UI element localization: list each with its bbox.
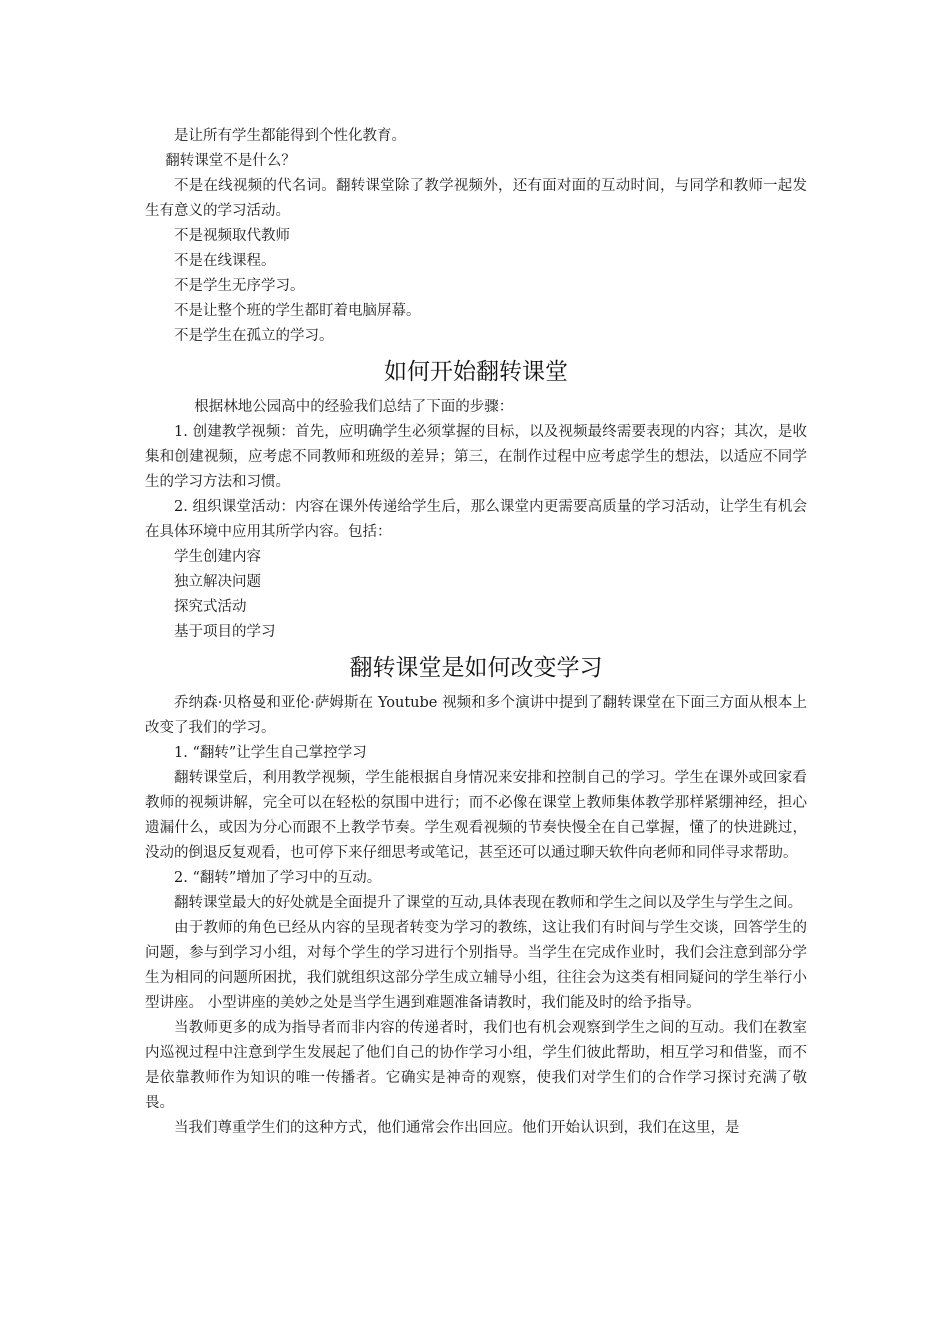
paragraph: 是让所有学生都能得到个性化教育。 [174,128,406,144]
document-body [145,124,807,1141]
list-item: 独立解决问题 [174,574,261,590]
paragraph: 当我们尊重学生们的这种方式，他们通常会作出回应。他们开始认识到，我们在这里，是 [174,1120,740,1136]
paragraph: 不是在线视频的代名词。翻转课堂除了教学视频外，还有面对面的互动时间，与同学和教师一起发生有意义的学习活动。 [145,178,807,219]
paragraph-question: 翻转课堂不是什么？ [165,153,296,169]
paragraph: 根据林地公园高中的经验我们总结了下面的步骤： [194,399,514,415]
list-item: 探究式活动 [174,599,247,615]
paragraph-step-1: 1. 创建教学视频：首先，应明确学生必须掌握的目标，以及视频最终需要表现的内容；其次，是收集和创建视频，应考虑不同教师和班级的差异；第三，在制作过程中应考虑学生的想法，以适应不同学生的学习方法和习惯。 [145,424,807,490]
list-item: 不是学生在孤立的学习。 [174,328,334,344]
paragraph-point-1: 1. “翻转”让学生自己掌控学习 [174,745,367,761]
paragraph: 由于教师的角色已经从内容的呈现者转变为学习的教练，这让我们有时间与学生交谈，回答学生的问题，参与到学习小组，对每个学生的学习进行个别指导。当学生在完成作业时，我们会注意到部分学生为相同的问题所困扰，我们就组织这部分学生成立辅导小组，往往会为这类有相同疑问的学生举行小型讲座。 小型讲座的美妙之处是当学生遇到难题准备请教时，我们能及时的给予指导。 [145,920,807,1011]
section-heading-how-changes-learning: 翻转课堂是如何改变学习 [349,655,603,681]
paragraph: 当教师更多的成为指导者而非内容的传递者时，我们也有机会观察到学生之间的互动。我们在教室内巡视过程中注意到学生发展起了他们自己的协作学习小组，学生们彼此帮助，相互学习和借鉴，而不是依靠教师作为知识的唯一传播者。它确实是神奇的观察，使我们对学生们的合作学习探讨充满了敬畏。 [145,1020,807,1111]
paragraph-step-2: 2. 组织课堂活动：内容在课外传递给学生后，那么课堂内更需要高质量的学习活动，让学生有机会在具体环境中应用其所学内容。包括： [145,499,807,540]
list-item: 不是视频取代教师 [174,228,290,244]
paragraph: 翻转课堂后，利用教学视频，学生能根据自身情况来安排和控制自己的学习。学生在课外或回家看教师的视频讲解，完全可以在轻松的氛围中进行；而不必像在课堂上教师集体教学那样紧绷神经，担心遗漏什么，或因为分心而跟不上教学节奏。学生观看视频的节奏快慢全在自己掌握，懂了的快进跳过，没动的倒退反复观看，也可停下来仔细思考或笔记，甚至还可以通过聊天软件向老师和同伴寻求帮助。 [145,770,807,861]
paragraph: 翻转课堂最大的好处就是全面提升了课堂的互动,具体表现在教师和学生之间以及学生与学生之间。 [174,895,803,911]
list-item: 不是学生无序学习。 [174,278,305,294]
section-heading-how-to-start: 如何开始翻转课堂 [384,359,568,385]
list-item: 基于项目的学习 [174,624,276,640]
list-item: 学生创建内容 [174,549,261,565]
paragraph-point-2: 2. “翻转”增加了学习中的互动。 [174,870,382,886]
list-item: 不是在线课程。 [174,253,276,269]
paragraph: 乔纳森·贝格曼和亚伦·萨姆斯在 Youtube 视频和多个演讲中提到了翻转课堂在下面三方面从根本上改变了我们的学习。 [145,695,807,736]
list-item: 不是让整个班的学生都盯着电脑屏幕。 [174,303,421,319]
